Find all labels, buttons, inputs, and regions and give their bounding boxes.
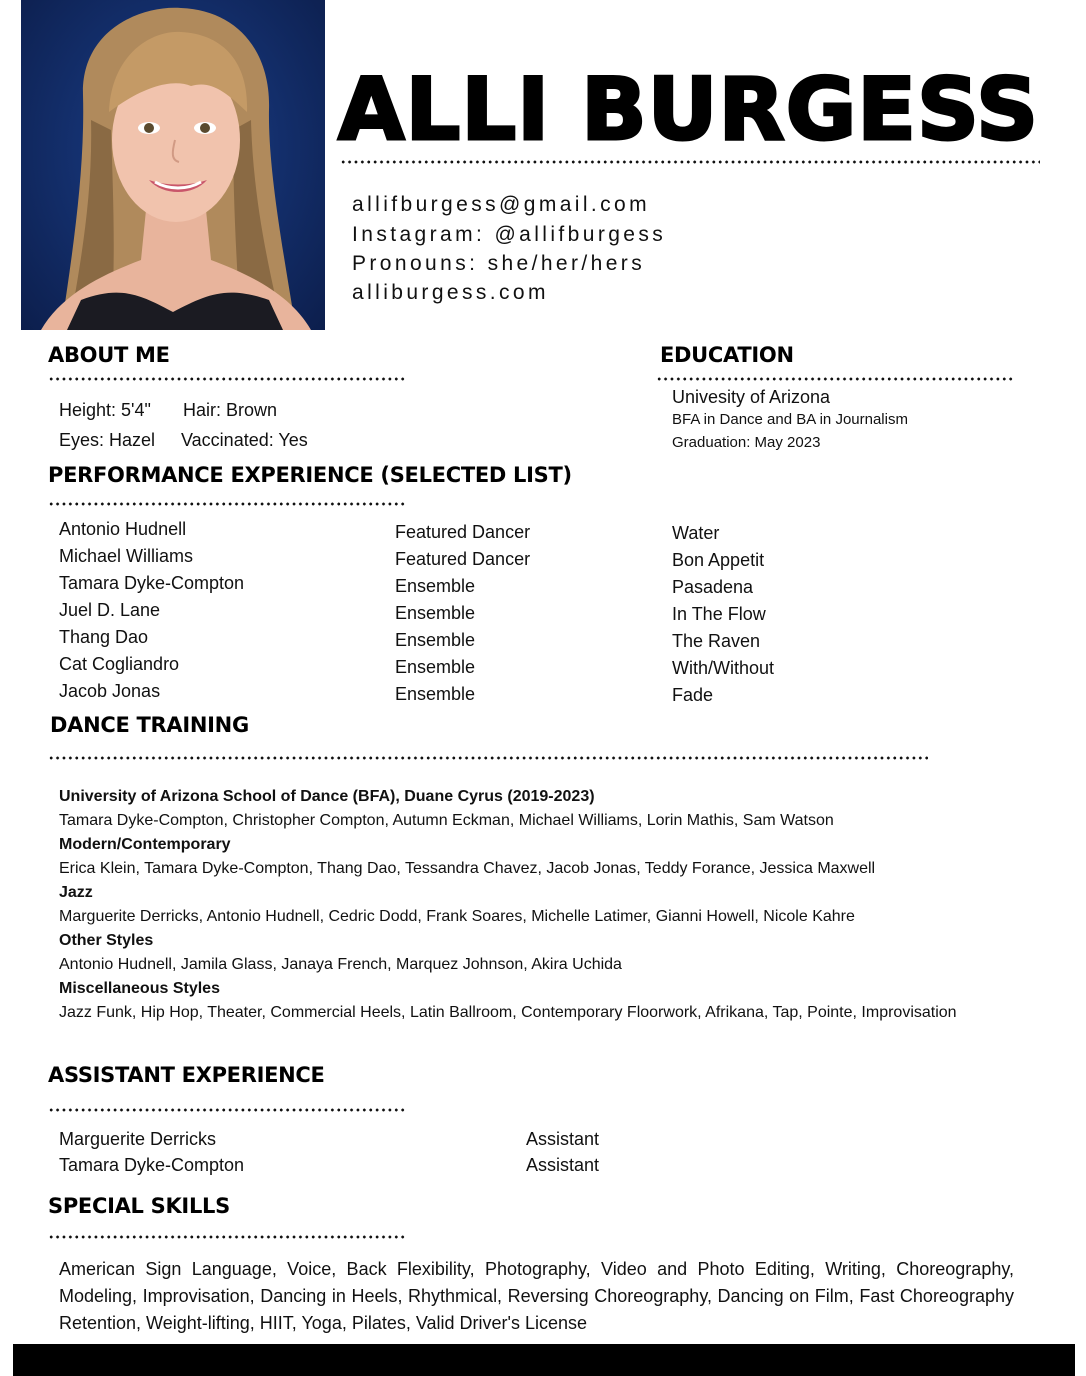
performance-role-column — [395, 519, 530, 708]
training-divider — [48, 756, 928, 760]
list-item: With/Without — [672, 658, 775, 678]
training-section-names: Tamara Dyke-Compton, Christopher Compton, Autumn Eckman, Michael Williams, Lorin Mathis, Sam Watson — [59, 812, 834, 829]
page-title: ALLI BURGESS — [338, 60, 1040, 160]
training-section-title: Other Styles — [59, 932, 154, 949]
list-item: Juel D. Lane — [59, 600, 161, 620]
skills-text: American Sign Language, Voice, Back Flexibility, Photography, Video and Photo Editing, Writing, Choreography, Modeling, Improvisation, Dancing in Heels, Rhythmical, Reversing Choreography, Dancing on Film, Fast Choreography Retention, Weight-lifting, HIIT, Yoga, Pilates, Valid Driver's License — [59, 1259, 1014, 1333]
title-divider — [340, 160, 1040, 164]
contact-pronouns: Pronouns: she/her/hers — [352, 252, 646, 275]
list-item: Ensemble — [395, 657, 476, 677]
list-item: Antonio Hudnell — [59, 519, 187, 539]
education-school: Univesity of Arizona — [672, 387, 831, 407]
list-item: Cat Cogliandro — [59, 654, 180, 674]
performance-choreographer-column — [59, 516, 244, 705]
list-item: In The Flow — [672, 604, 766, 624]
assistant-name: Marguerite Derricks — [59, 1129, 217, 1149]
headshot-illustration — [21, 0, 325, 330]
list-item: Ensemble — [395, 576, 476, 596]
performance-piece-column — [672, 520, 774, 709]
training-section-title: University of Arizona School of Dance (BFA), Duane Cyrus (2019-2023) — [59, 788, 595, 805]
contact-email[interactable]: allifburgess@gmail.com — [352, 193, 651, 216]
training-section-names: Erica Klein, Tamara Dyke-Compton, Thang Dao, Tessandra Chavez, Jacob Jonas, Teddy Forance, Jessica Maxwell — [59, 860, 876, 877]
assistant-role: Assistant — [526, 1155, 600, 1175]
training-section-names: Antonio Hudnell, Jamila Glass, Janaya French, Marquez Johnson, Akira Uchida — [59, 956, 622, 973]
assistant-heading: ASSISTANT EXPERIENCE — [48, 1063, 325, 1087]
list-item: Tamara Dyke-Compton — [59, 573, 245, 593]
about-height: Height: 5'4" — [59, 400, 151, 420]
skills-heading: SPECIAL SKILLS — [48, 1194, 230, 1218]
list-item: Thang Dao — [59, 627, 149, 647]
education-divider — [656, 377, 1014, 381]
assistant-name: Tamara Dyke-Compton — [59, 1155, 245, 1175]
list-item: Pasadena — [672, 577, 754, 597]
list-item: Bon Appetit — [672, 550, 765, 570]
training-section-title: Modern/Contemporary — [59, 836, 231, 853]
training-list — [59, 785, 1019, 1025]
skills-divider — [48, 1235, 406, 1239]
list-item: Water — [672, 523, 720, 543]
education-graduation: Graduation: May 2023 — [672, 434, 821, 451]
list-item: Ensemble — [395, 630, 476, 650]
list-item: Featured Dancer — [395, 549, 531, 569]
list-item: The Raven — [672, 631, 761, 651]
list-item: Featured Dancer — [395, 522, 531, 542]
headshot-photo — [21, 0, 325, 330]
list-item: Ensemble — [395, 684, 476, 704]
training-section-names: Marguerite Derricks, Antonio Hudnell, Cedric Dodd, Frank Soares, Michelle Latimer, Gianni Howell, Nicole Kahre — [59, 908, 855, 925]
training-section-names: Jazz Funk, Hip Hop, Theater, Commercial Heels, Latin Ballroom, Contemporary Floorwork, Afrikana, Tap, Pointe, Improvisation — [59, 1004, 957, 1021]
about-eyes: Eyes: Hazel — [59, 430, 156, 450]
about-divider — [48, 377, 406, 381]
performance-heading: PERFORMANCE EXPERIENCE (SELECTED LIST) — [48, 463, 572, 487]
about-hair: Hair: Brown — [183, 400, 278, 420]
training-section-title: Miscellaneous Styles — [59, 980, 220, 997]
education-degree: BFA in Dance and BA in Journalism — [672, 411, 908, 428]
contact-instagram[interactable]: Instagram: @allifburgess — [352, 223, 667, 246]
contact-website[interactable]: alliburgess.com — [352, 281, 549, 304]
training-section-title: Jazz — [59, 884, 93, 901]
list-item: Jacob Jonas — [59, 681, 161, 701]
training-heading: DANCE TRAINING — [50, 713, 249, 737]
performance-divider — [48, 502, 406, 506]
assistant-role: Assistant — [526, 1129, 600, 1149]
about-heading: ABOUT ME — [48, 343, 170, 367]
list-item: Ensemble — [395, 603, 476, 623]
education-heading: EDUCATION — [660, 343, 794, 367]
list-item: Michael Williams — [59, 546, 194, 566]
footer-bar — [13, 1344, 1075, 1376]
assistant-divider — [48, 1108, 406, 1112]
list-item: Fade — [672, 685, 714, 705]
about-vaccinated: Vaccinated: Yes — [181, 430, 308, 450]
